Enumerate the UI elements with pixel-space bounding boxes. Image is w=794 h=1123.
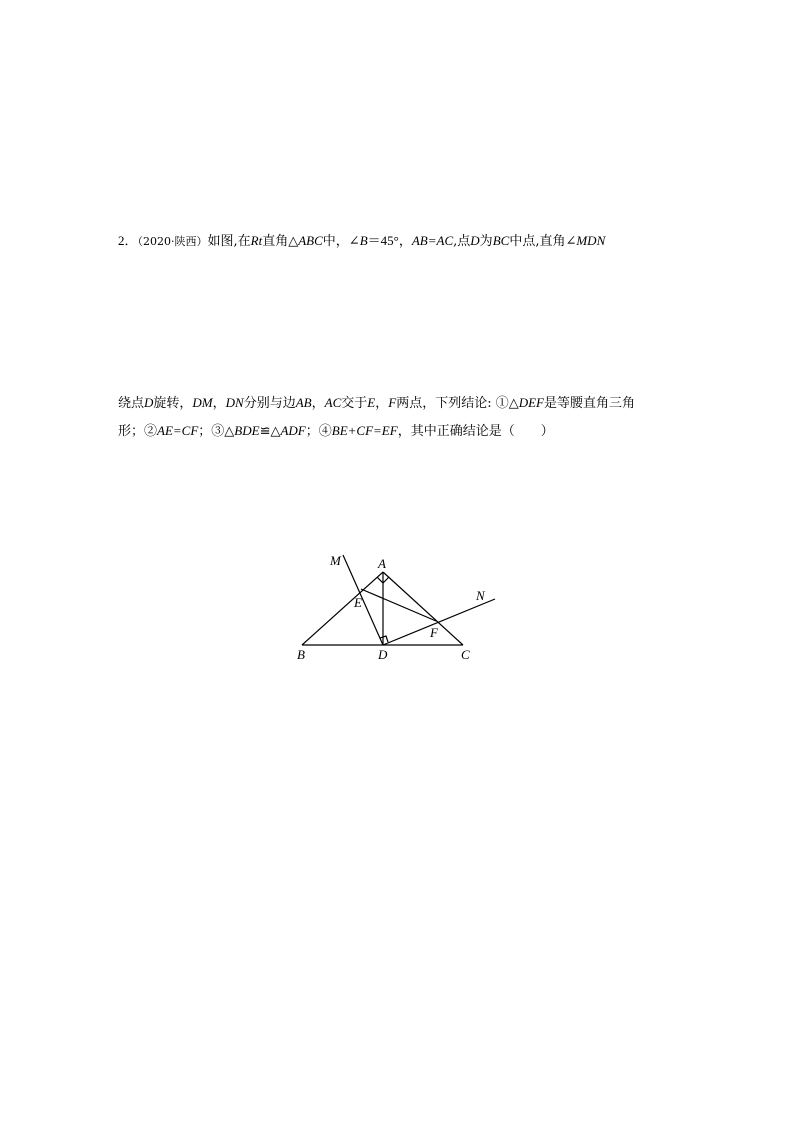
- text: ，: [212, 396, 226, 411]
- math-def: DEF: [518, 395, 544, 410]
- label-a: A: [378, 556, 386, 571]
- text: ≌△: [259, 424, 281, 439]
- question-line-2: [118, 395, 635, 412]
- math-f: F: [388, 395, 397, 410]
- segment-ba: [302, 572, 383, 645]
- math-mdn: ∠MDN: [565, 233, 606, 248]
- text: 旋转，: [153, 396, 193, 411]
- label-n: N: [476, 588, 485, 603]
- math-ab: AB: [295, 395, 312, 410]
- math-angle-b: ∠B: [348, 233, 368, 248]
- text: 两点，下列结论: ①△: [396, 396, 519, 411]
- math-bc: BC: [492, 233, 510, 248]
- text: 中，: [322, 234, 349, 249]
- math-ab-ac: AB=AC: [411, 233, 454, 248]
- text: 形；②: [118, 424, 158, 439]
- text: 交于: [341, 396, 368, 411]
- question-line-3: [118, 423, 554, 440]
- text: ,点: [453, 234, 471, 249]
- label-f: F: [430, 625, 438, 640]
- text: ，: [311, 396, 325, 411]
- text: 直角△: [262, 234, 299, 249]
- text: ；③△: [198, 424, 235, 439]
- label-c: C: [461, 647, 470, 662]
- text: ；④: [305, 424, 332, 439]
- geometry-figure: [290, 545, 510, 670]
- math-d: D: [470, 233, 480, 248]
- text: ，: [375, 396, 389, 411]
- math-eq45: ＝45°: [367, 233, 399, 248]
- question-source: （2020·陕西）: [137, 235, 208, 248]
- text: 为: [479, 234, 493, 249]
- math-ac: AC: [324, 395, 342, 410]
- math-abc: ABC: [298, 233, 323, 248]
- segment-ac: [383, 572, 463, 645]
- question-line-1: [118, 233, 605, 250]
- ray-dm: [343, 555, 383, 645]
- text: 绕点: [118, 396, 145, 411]
- text: ，其中正确结论是（ ）: [397, 424, 554, 439]
- math-dn: DN: [225, 395, 244, 410]
- math-d: D: [144, 395, 154, 410]
- text: 中点,直角: [509, 234, 566, 249]
- math-bde: BDE: [234, 423, 260, 438]
- math-dm: DM: [192, 395, 213, 410]
- math-e: E: [367, 395, 376, 410]
- text: 如图,在: [207, 234, 251, 249]
- text: 是等腰直角三角: [544, 396, 636, 411]
- math-ae-cf: AE=CF: [157, 423, 199, 438]
- math-rt: Rt: [250, 233, 263, 248]
- question-number: 2．: [118, 233, 138, 248]
- math-be-cf-ef: BE+CF=EF: [331, 423, 398, 438]
- text: ，: [398, 234, 412, 249]
- label-d: D: [378, 647, 388, 662]
- segment-ef: [361, 589, 436, 621]
- text: 分别与边: [243, 396, 296, 411]
- label-b: B: [297, 647, 305, 662]
- label-e: E: [354, 595, 362, 610]
- label-m: M: [330, 553, 341, 568]
- math-adf: ADF: [280, 423, 306, 438]
